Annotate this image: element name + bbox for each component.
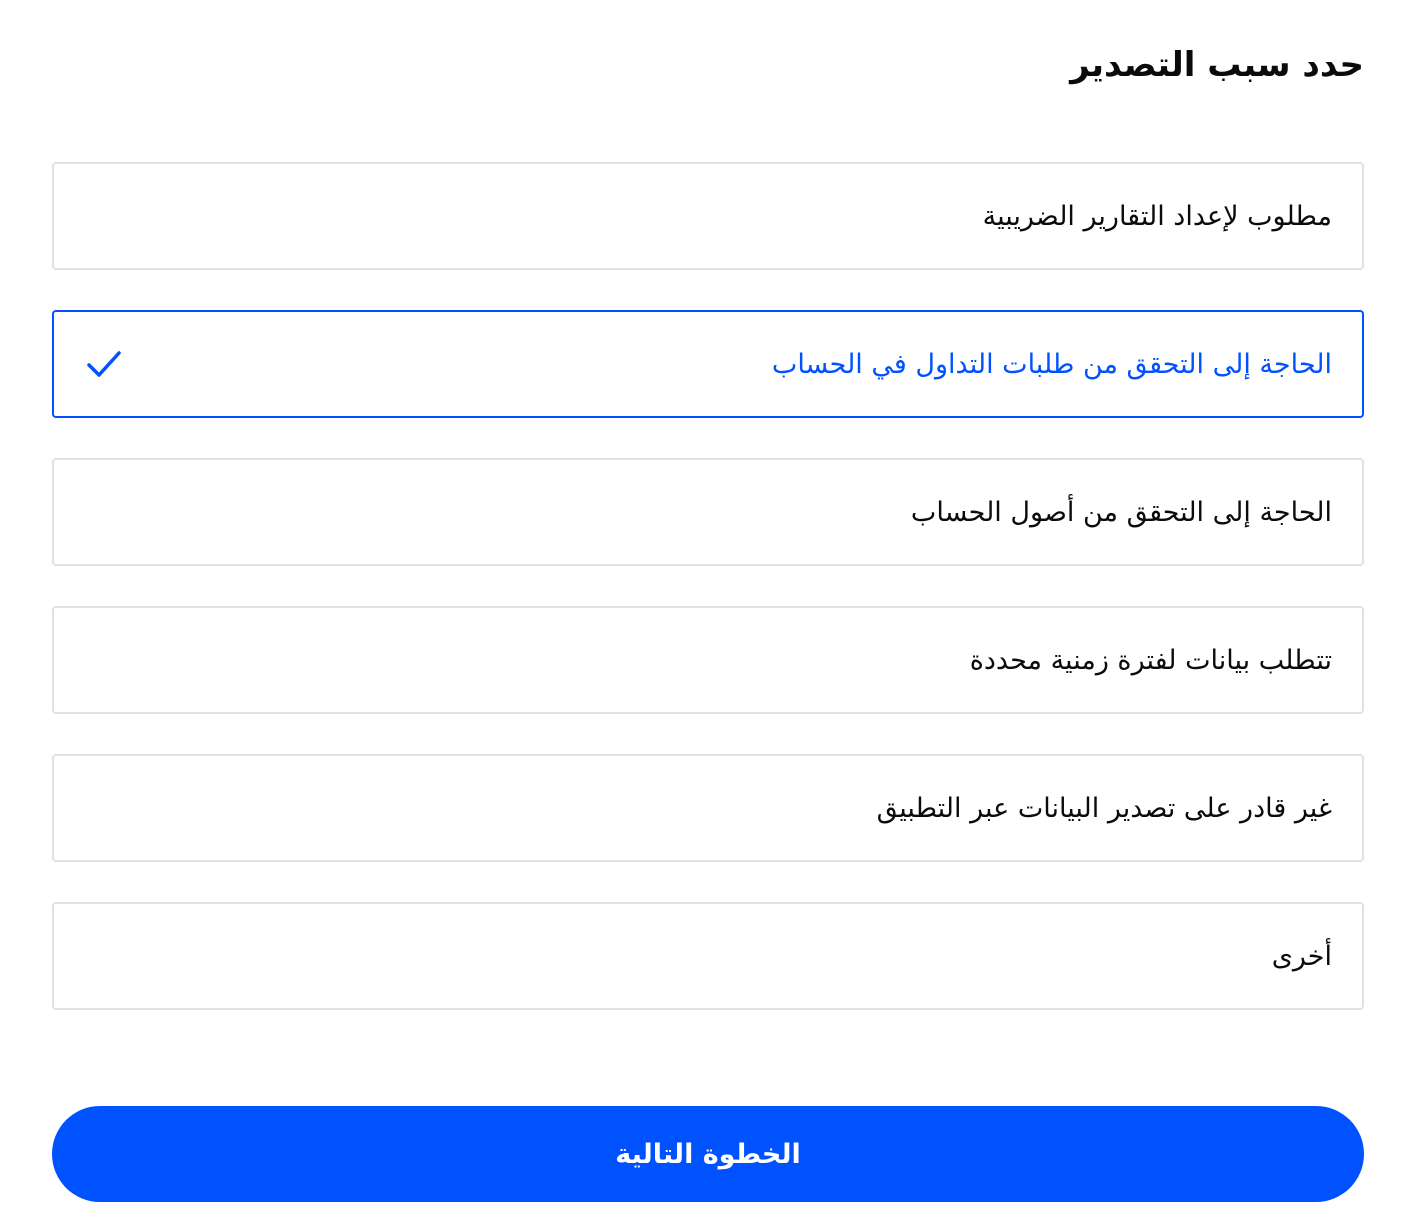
option-verify-trade-orders[interactable] [52, 310, 1364, 418]
page-title: حدد سبب التصدير [1070, 45, 1364, 85]
option-label: الحاجة إلى التحقق من طلبات التداول في الحساب [771, 348, 1332, 380]
option-label: الحاجة إلى التحقق من أصول الحساب [910, 496, 1332, 528]
option-specific-time-period[interactable] [52, 606, 1364, 714]
option-cannot-export-in-app[interactable] [52, 754, 1364, 862]
checkmark-icon [84, 344, 124, 384]
option-label: غير قادر على تصدير البيانات عبر التطبيق [876, 792, 1332, 824]
option-other[interactable] [52, 902, 1364, 1010]
export-reason-list [52, 162, 1364, 1050]
option-label: تتطلب بيانات لفترة زمنية محددة [969, 644, 1332, 676]
option-verify-account-assets[interactable] [52, 458, 1364, 566]
next-step-button[interactable]: الخطوة التالية [52, 1106, 1364, 1202]
option-label: مطلوب لإعداد التقارير الضريبية [982, 200, 1332, 232]
option-tax-reporting[interactable] [52, 162, 1364, 270]
option-label: أخرى [1271, 940, 1332, 972]
